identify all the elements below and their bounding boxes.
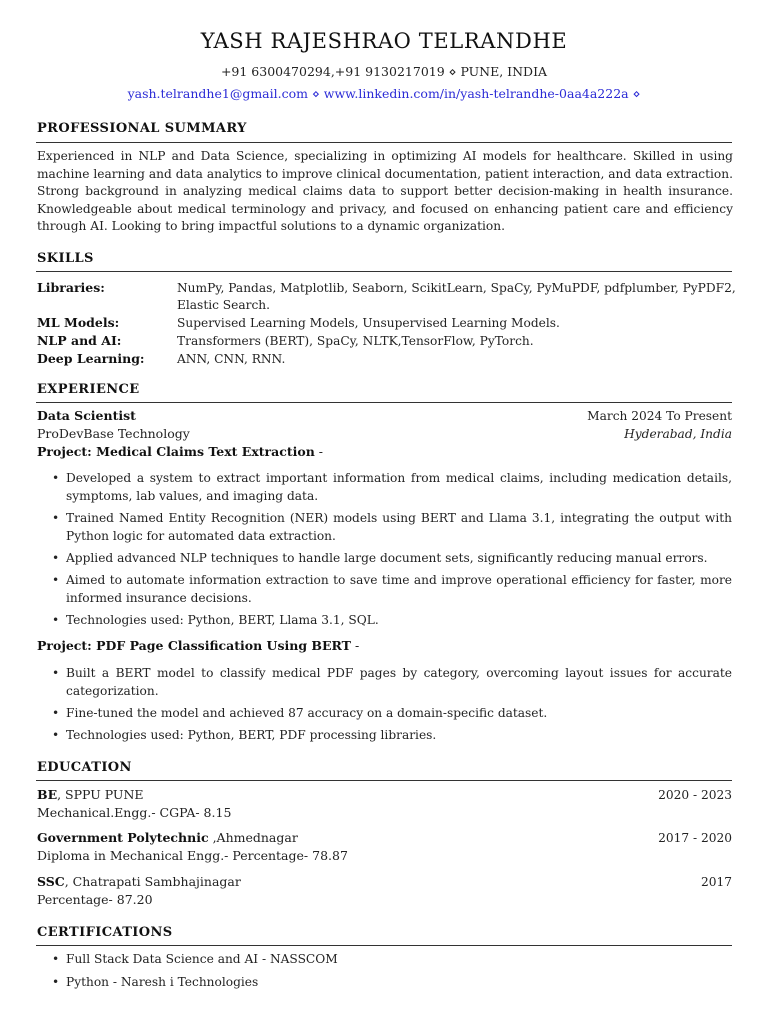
bullet-icon: • [52, 613, 60, 627]
job-dates: March 2024 To Present [587, 409, 732, 423]
skill-label: ML Models: [37, 315, 120, 330]
institution: , Chatrapati Sambhajinagar [64, 874, 241, 889]
bullet-icon: • [52, 471, 60, 485]
project-title [37, 444, 323, 459]
list-item [52, 705, 732, 723]
bullet-icon: • [52, 511, 60, 525]
list-item [52, 612, 732, 630]
bullet-icon: • [52, 551, 60, 565]
education-detail: Percentage- 87.20 [37, 892, 153, 907]
skill-label: Deep Learning: [37, 351, 145, 366]
skill-label: Libraries: [37, 280, 105, 295]
bullet-icon: • [52, 975, 60, 989]
degree: SSC [37, 874, 65, 889]
project-dash: - [314, 444, 323, 459]
bullet-icon: • [52, 728, 60, 742]
project-title [37, 638, 359, 653]
skill-value: ANN, CNN, RNN. [177, 352, 286, 366]
bullet-icon: • [52, 706, 60, 720]
candidate-name: YASH RAJESHRAO TELRANDHE [200, 29, 568, 53]
email-link[interactable]: yash.telrandhe1@gmail.com [127, 86, 308, 101]
summary-heading: PROFESSIONAL SUMMARY [37, 121, 247, 136]
list-item-text: Developed a system to extract important information from medical claims, including medication details, symptoms, lab values, and imaging data. [66, 471, 732, 503]
links-line [0, 86, 768, 101]
summary-text: Experienced in NLP and Data Science, specializing in optimizing AI models for healthcare. Skilled in using machine learning and data analytics to improve clinical documentation, patient interaction, and data extraction. Strong background in analyzing medical claims data to support better decision-making in health insurance. Knowledgeable about medical terminology and privacy, and focused on enhancing patient care and efficiency through AI. Looking to bring impactful solutions to a dynamic organization. [37, 149, 733, 233]
institution: , SPPU PUNE [57, 787, 144, 802]
skills-heading: SKILLS [37, 251, 94, 266]
project-dash: - [350, 638, 360, 653]
contact-line: +91 6300470294,+91 9130217019 ⋄ PUNE, INDIA [220, 64, 548, 79]
separator: ⋄ [311, 86, 320, 101]
list-item [52, 470, 732, 505]
skill-value: Supervised Learning Models, Unsupervised Learning Models. [177, 316, 560, 330]
list-item-text: Technologies used: Python, BERT, Llama 3.1, SQL. [66, 613, 379, 627]
list-item-text: Aimed to automate information extraction to save time and improve operational efficiency for faster, more informed insurance decisions. [66, 573, 732, 605]
education-entry [37, 787, 144, 802]
linkedin-link[interactable]: www.linkedin.com/in/yash-telrandhe-0aa4a222a [323, 86, 629, 101]
section-divider [36, 142, 732, 143]
list-item-text: Full Stack Data Science and AI - NASSCOM [66, 952, 338, 966]
education-years: 2020 - 2023 [658, 788, 732, 802]
bullet-icon: • [52, 952, 60, 966]
project-name: Project: Medical Claims Text Extraction [37, 444, 315, 459]
list-item-text: Built a BERT model to classify medical PDF pages by category, overcoming layout issues for accurate categorization. [66, 666, 732, 698]
experience-heading: EXPERIENCE [37, 382, 140, 397]
project-name: Project: PDF Page Classification Using BERT [37, 638, 351, 653]
list-item [52, 550, 732, 568]
education-years: 2017 [700, 875, 732, 889]
skill-label: NLP and AI: [37, 333, 122, 348]
list-item-text: Applied advanced NLP techniques to handle large document sets, significantly reducing manual errors. [66, 551, 708, 565]
education-heading: EDUCATION [37, 760, 132, 775]
section-divider [36, 271, 732, 272]
institution: ,Ahmednagar [208, 830, 298, 845]
certifications-heading: CERTIFICATIONS [37, 925, 173, 940]
education-detail: Diploma in Mechanical Engg.- Percentage- 78.87 [37, 848, 348, 863]
skill-value: NumPy, Pandas, Matplotlib, Seaborn, ScikitLearn, SpaCy, PyMuPDF, pdfplumber, PyPDF2, Elastic Search. [177, 281, 736, 312]
list-item-text: Fine-tuned the model and achieved 87 accuracy on a domain-specific dataset. [66, 706, 548, 720]
education-entry [37, 830, 298, 845]
education-years: 2017 - 2020 [658, 831, 732, 845]
degree: BE [37, 787, 58, 802]
list-item-text: Technologies used: Python, BERT, PDF processing libraries. [66, 728, 437, 742]
bullet-icon: • [52, 573, 60, 587]
list-item-text: Trained Named Entity Recognition (NER) models using BERT and Llama 3.1, integrating the output with Python logic for automated data extraction. [66, 511, 732, 543]
education-entry [37, 874, 241, 889]
list-item-text: Python - Naresh i Technologies [66, 975, 259, 989]
section-divider [36, 402, 732, 403]
list-item [52, 727, 732, 745]
bullet-icon: • [52, 666, 60, 680]
skill-value: Transformers (BERT), SpaCy, NLTK,TensorFlow, PyTorch. [177, 334, 534, 348]
job-location: Hyderabad, India [624, 427, 732, 441]
list-item [52, 510, 732, 545]
job-company: ProDevBase Technology [37, 426, 190, 441]
list-item [52, 665, 732, 700]
job-role: Data Scientist [37, 408, 136, 423]
separator: ⋄ [632, 86, 641, 101]
list-item [52, 974, 732, 992]
list-item [52, 572, 732, 607]
degree: Government Polytechnic [37, 830, 209, 845]
section-divider [36, 945, 732, 946]
section-divider [36, 780, 732, 781]
list-item [52, 951, 732, 969]
education-detail: Mechanical.Engg.- CGPA- 8.15 [37, 805, 232, 820]
